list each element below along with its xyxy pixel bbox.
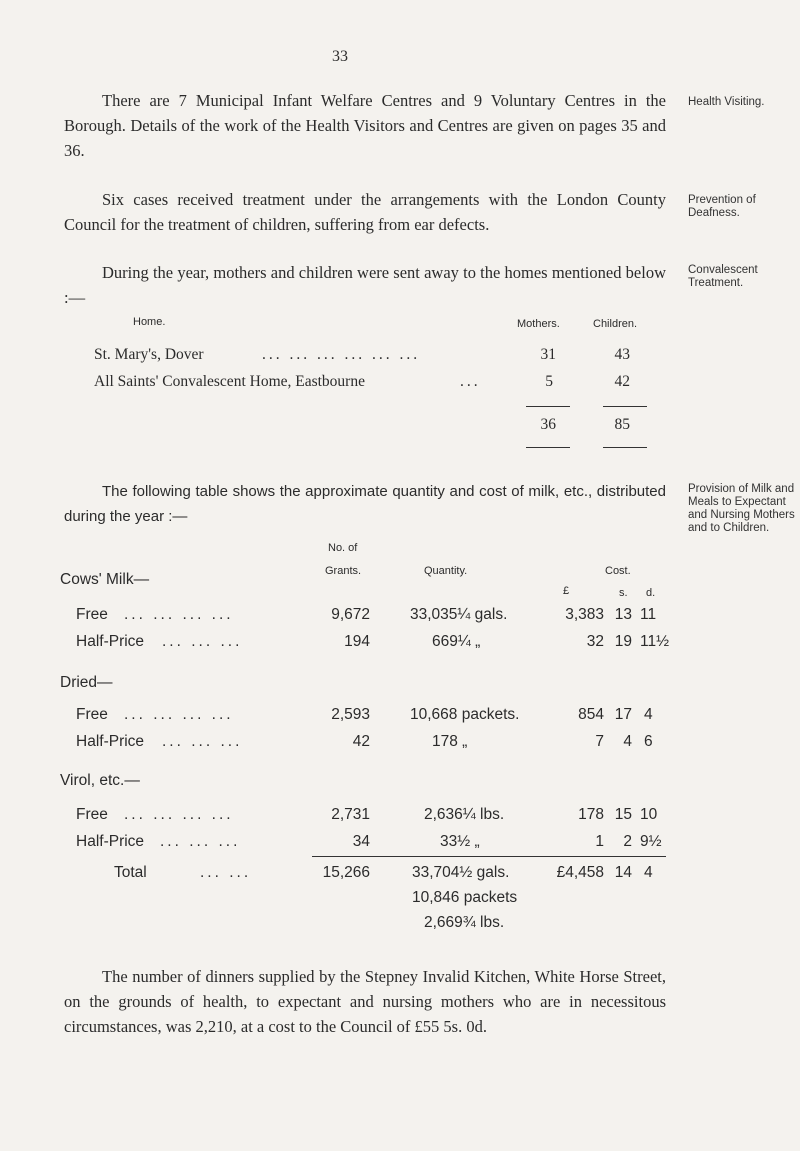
milk-row-pence: 10 [640,806,658,823]
milk-header-pounds: £ [563,585,570,597]
milk-row-pence: 9½ [640,833,662,850]
margin-note-deafness: Prevention of Deafness. [688,194,756,219]
milk-header-cost: Cost. [605,565,631,577]
milk-row-grants: 194 [344,633,370,650]
homes-row-leader: ... [460,373,481,390]
milk-total-quantity-packets: 10,846 packets [412,889,518,906]
homes-header-home: Home. [133,316,166,328]
milk-row-quantity: 178 „ [432,733,468,750]
milk-row-grants: 2,593 [331,706,370,723]
milk-row-leader: ... ... ... [162,733,243,750]
milk-row-shillings: 17 [614,706,632,723]
milk-row-pounds: 854 [578,706,604,723]
milk-row-pounds: 3,383 [565,606,604,623]
homes-row-children: 42 [614,373,630,390]
homes-total-rule [603,406,647,407]
homes-row-mothers: 31 [540,346,556,363]
milk-section-title: Virol, etc.— [60,772,140,789]
homes-row-leader: ... ... ... ... ... ... [262,346,421,363]
homes-total-children: 85 [614,416,630,433]
milk-row-grants: 9,672 [331,606,370,623]
milk-row-leader: ... ... ... [160,833,241,850]
milk-row-shillings: 4 [623,733,632,750]
homes-total-mothers: 36 [540,416,556,433]
milk-total-grants: 15,266 [322,864,370,881]
milk-header-grants: No. of [328,542,358,554]
homes-total-rule [526,447,570,448]
page-number: 33 [332,48,348,65]
milk-row-grants: 42 [352,733,370,750]
milk-row-label: Free [76,706,108,723]
homes-total-rule [603,447,647,448]
paragraph-health-visiting: There are 7 Municipal Infant Welfare Centres and 9 Voluntary Centres in the Borough. Details of the work of the Health Visitors and Centres are given on pages 35 and 36. [64,91,666,160]
milk-total-pounds: £4,458 [556,864,604,881]
milk-total-rule [312,856,666,857]
margin-note-health-visiting: Health Visiting. [688,96,765,108]
paragraph-convalescent: During the year, mothers and children were sent away to the homes mentioned below :— [64,263,666,307]
milk-row-leader: ... ... ... ... [124,606,234,623]
paragraph-deafness: Six cases received treatment under the arrangements with the London County Council for the treatment of children, suffering from ear defects. [64,190,666,234]
milk-row-label: Half-Price [76,633,145,650]
milk-row-label: Half-Price [76,833,145,850]
milk-row-shillings: 15 [614,806,632,823]
milk-row-shillings: 13 [614,606,632,623]
milk-total-quantity-lbs: 2,669¾ lbs. [424,914,505,931]
milk-row-shillings: 19 [614,633,632,650]
homes-total-rule [526,406,570,407]
milk-row-pounds: 178 [578,806,604,823]
milk-header-pence: d. [646,587,656,599]
milk-total-leader: ... ... [200,864,252,881]
milk-row-leader: ... ... ... ... [124,706,234,723]
milk-row-pounds: 32 [586,633,604,650]
milk-row-pence: 6 [644,733,653,750]
paragraph-milk-intro: The following table shows the approximate quantity and cost of milk, etc., distributed during the year :— [64,483,666,525]
milk-row-label: Free [76,606,108,623]
milk-row-quantity: 10,668 packets. [410,706,520,723]
milk-row-quantity: 2,636¼ lbs. [424,806,505,823]
milk-row-quantity: 33½ „ [440,833,480,850]
milk-row-pence: 11 [640,606,657,623]
milk-row-pence: 4 [644,706,653,723]
margin-note-convalescent: Convalescent Treatment. [688,264,758,289]
milk-row-label: Free [76,806,108,823]
milk-row-pence: 11½ [640,633,670,650]
milk-section-title: Cows' Milk— [60,571,150,588]
milk-total-pence: 4 [644,864,653,881]
milk-row-pounds: 7 [595,733,604,750]
homes-row-name: All Saints' Convalescent Home, Eastbourne [94,373,365,390]
milk-row-shillings: 2 [623,833,632,850]
milk-row-leader: ... ... ... [162,633,243,650]
homes-header-mothers: Mothers. [517,318,560,330]
milk-row-leader: ... ... ... ... [124,806,234,823]
milk-section-title: Dried— [60,674,113,691]
milk-total-shillings: 14 [614,864,632,881]
milk-row-quantity: 669¼ „ [432,633,481,650]
milk-header-quantity: Quantity. [424,565,468,577]
milk-header-grants: Grants. [325,565,362,577]
homes-row-mothers: 5 [545,373,553,390]
margin-note-milk: Provision of Milk and Meals to Expectant and Nursing Mothers and to Children. [688,483,795,534]
homes-row-children: 43 [614,346,630,363]
milk-total-label: Total [114,864,147,881]
milk-header-shillings: s. [619,587,628,599]
milk-row-pounds: 1 [595,833,604,850]
milk-total-quantity-gals: 33,704½ gals. [412,864,510,881]
paragraph-dinners: The number of dinners supplied by the Stepney Invalid Kitchen, White Horse Street, on the grounds of health, to expectant and nursing mothers who are in necessitous circumstances, was 2,210, at a cost to the Council of £55 5s. 0d. [64,967,666,1036]
milk-row-grants: 2,731 [331,806,370,823]
milk-row-quantity: 33,035¼ gals. [410,606,508,623]
homes-header-children: Children. [593,318,638,330]
milk-row-label: Half-Price [76,733,145,750]
homes-row-name: St. Mary's, Dover [94,346,204,363]
milk-row-grants: 34 [352,833,370,850]
